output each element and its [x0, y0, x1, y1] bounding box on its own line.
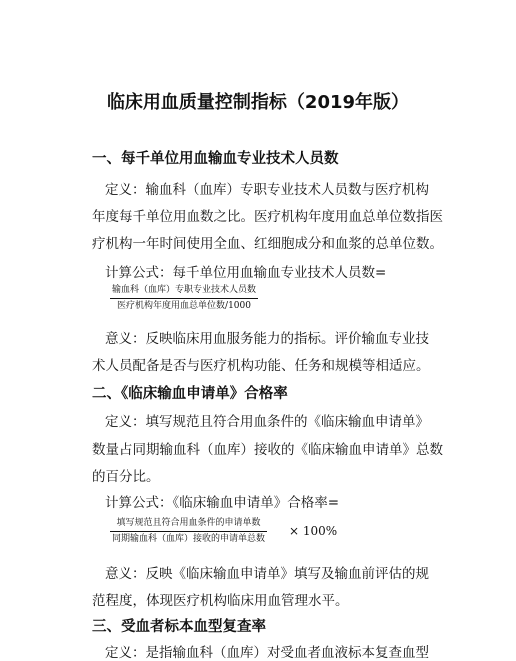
s1-definition-line-3: 疗机构一年时间使用全血、红细胞成分和血浆的总单位数。 [92, 236, 443, 252]
page-title: 临床用血质量控制指标（2019年版） [106, 92, 410, 113]
s2-formula-fraction [110, 517, 267, 545]
s1-significance-line-2: 术人员配备是否与医疗机构功能、任务和规模等相适应。 [92, 358, 430, 374]
s2-formula-label: 计算公式：《临床输血申请单》合格率= [105, 495, 340, 511]
s2-definition-line-1: 定义：填写规范且符合用血条件的《临床输血申请单》 [105, 414, 429, 430]
s1-fraction-bar [110, 298, 258, 299]
s2-fraction-bar [110, 531, 267, 532]
section-1-heading: 一、每千单位用血输血专业技术人员数 [92, 151, 339, 167]
s2-definition-line-2: 数量占同期输血科（血库）接收的《临床输血申请单》总数 [92, 442, 443, 458]
s3-definition-line-1: 定义：是指输血科（血库）对受血者血液标本复查血型 [105, 645, 429, 661]
s2-definition-line-3: 的百分比。 [92, 469, 160, 485]
s1-formula-label: 计算公式：每千单位用血输血专业技术人员数= [105, 265, 387, 281]
section-2-heading: 二、《临床输血申请单》合格率 [92, 386, 288, 402]
s1-fraction-numerator: 输血科（血库）专职专业技术人员数 [112, 285, 257, 295]
s1-significance-line-1: 意义：反映临床用血服务能力的指标。评价输血专业技 [105, 331, 429, 347]
s2-times-100-percent: × 100% [289, 524, 338, 538]
s1-fraction-denominator: 医疗机构年度用血总单位数/1000 [117, 301, 251, 311]
s2-fraction-denominator: 同期输血科（血库）接收的申请单总数 [112, 534, 266, 544]
s2-significance-line-2: 范程度，体现医疗机构临床用血管理水平。 [92, 593, 349, 609]
s1-definition-line-1: 定义：输血科（血库）专职专业技术人员数与医疗机构 [105, 182, 429, 198]
s2-fraction-numerator: 填写规范且符合用血条件的申请单数 [116, 518, 261, 528]
s2-significance-line-1: 意义：反映《临床输血申请单》填写及输血前评估的规 [105, 566, 429, 582]
section-3-heading: 三、受血者标本血型复查率 [92, 619, 266, 635]
s1-definition-line-2: 年度每千单位用血数之比。医疗机构年度用血总单位数指医 [92, 209, 443, 225]
s1-formula-fraction [110, 284, 258, 312]
